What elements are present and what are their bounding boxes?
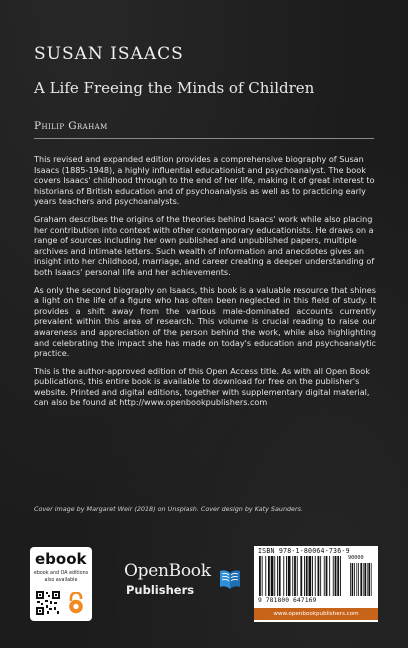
barcode-bar (274, 556, 275, 596)
barcode-addon-bar (356, 563, 357, 596)
barcode-bar (297, 556, 298, 596)
publisher-name: OpenBook (124, 561, 211, 581)
barcode-bar (340, 556, 341, 596)
barcode-bar (279, 556, 281, 596)
barcode-bar (271, 556, 274, 596)
cover-credit: Cover image by Margaret Weir (2018) on Unsplash. Cover design by Katy Saunders. (34, 505, 303, 513)
publisher-url: www.openbookpublishers.com (254, 608, 378, 620)
blurb-paragraph-4: This is the author-approved edition of this Open Access title. As with all Open Book publications, this entire book is available to download for free on the publisher's website. Printed and digital editions, together with supplementary digital material, can also be found at http://www.openbookpublishers.com (34, 365, 370, 408)
ebook-word: ebook (35, 550, 87, 568)
barcode-addon-bar (358, 563, 359, 596)
isbn-number: ISBN 978-1-80064-736-9 (258, 547, 350, 555)
barcode-bar (288, 556, 291, 596)
book-subtitle: A Life Freeing the Minds of Children (34, 79, 315, 97)
barcode-bar (283, 556, 284, 596)
barcode-bar (337, 556, 339, 596)
open-access-lock-icon (66, 592, 86, 614)
isbn-barcode (254, 546, 378, 622)
barcode-bar (320, 556, 321, 596)
author-name: Philip Graham (34, 120, 108, 132)
barcode-addon-bar (364, 563, 366, 596)
divider (34, 138, 374, 139)
barcode-bar (277, 556, 278, 596)
blurb-paragraph-2: Graham describes the origins of the theories behind Isaacs' work while also placing her contribution into context with other contemporary educationists. He draws on a range of sources including her own published and unpublished papers, multiple archives and intimate letters. Such wealth of information and anecdotes gives an insight into her childhood, marriage, and career creating a deeper understanding of both Isaacs' personal life and her achievements. (34, 213, 375, 277)
barcode-digits: 9 781800 647169 (258, 597, 354, 604)
qr-code-icon (36, 591, 60, 615)
open-book-icon (219, 567, 241, 591)
barcode-bar (335, 556, 337, 596)
barcode-bar (312, 556, 313, 596)
barcode-bar (268, 556, 270, 596)
publisher-sub: Publishers (126, 583, 195, 597)
barcode-bar (300, 556, 302, 596)
barcode-addon-bar (354, 563, 355, 596)
barcode-addon-bar (363, 563, 364, 596)
barcode-bar (324, 556, 325, 596)
barcode-addon-bar (360, 563, 362, 596)
blurb-paragraph-3: As only the second biography on Isaacs, this book is a valuable resource that shines a light on the life of a figure who has often been neglected in this field of study. It provides a shift away from the various male-dominated accounts currently prevalent within this area of research. This volume is crucial reading to raise our awareness and appreciation of the person behind the work, while also highlighting and celebrating the impact she has made on today's education and psychoanalytic practice. (34, 284, 376, 359)
barcode-bar (326, 556, 328, 596)
barcode-bar (309, 556, 312, 596)
barcode-bar (262, 556, 263, 596)
ebook-line-2: also available (44, 578, 78, 583)
barcode-addon-bar (371, 563, 372, 596)
barcode-bar (265, 556, 266, 596)
barcode-addon-bar (368, 563, 370, 596)
barcode-addon-bar (350, 563, 351, 596)
barcode-bar (333, 556, 334, 596)
barcode-bar (304, 556, 305, 596)
barcode-bar (292, 556, 293, 596)
ebook-badge (30, 547, 92, 621)
barcode-bar (315, 556, 316, 596)
publisher-logo (124, 561, 242, 611)
barcode-bar (318, 556, 320, 596)
barcode-addon-bar (352, 563, 354, 596)
barcode-bar (286, 556, 287, 596)
ebook-line-1: ebook and OA editions (33, 571, 89, 576)
barcode-bars (258, 556, 374, 600)
blurb-text (34, 154, 376, 415)
book-title: SUSAN ISAACS (34, 44, 184, 64)
blurb-paragraph-1: This revised and expanded edition provides a comprehensive biography of Susan Isaacs (1885-1948), a highly influential educationist and psychoanalyst. The book covers Isaacs' childhood through to the end of her life, making it of great interest to historians of British education and of psychoanalysis as well as to practicing early years teachers and psychoanalysts. (34, 154, 375, 207)
barcode-bar (306, 556, 308, 596)
barcode-addon: 90000 (348, 555, 364, 561)
barcode-bar (329, 556, 330, 596)
barcode-bar (294, 556, 296, 596)
barcode-bar (259, 556, 261, 596)
barcode-addon-bar (367, 563, 368, 596)
